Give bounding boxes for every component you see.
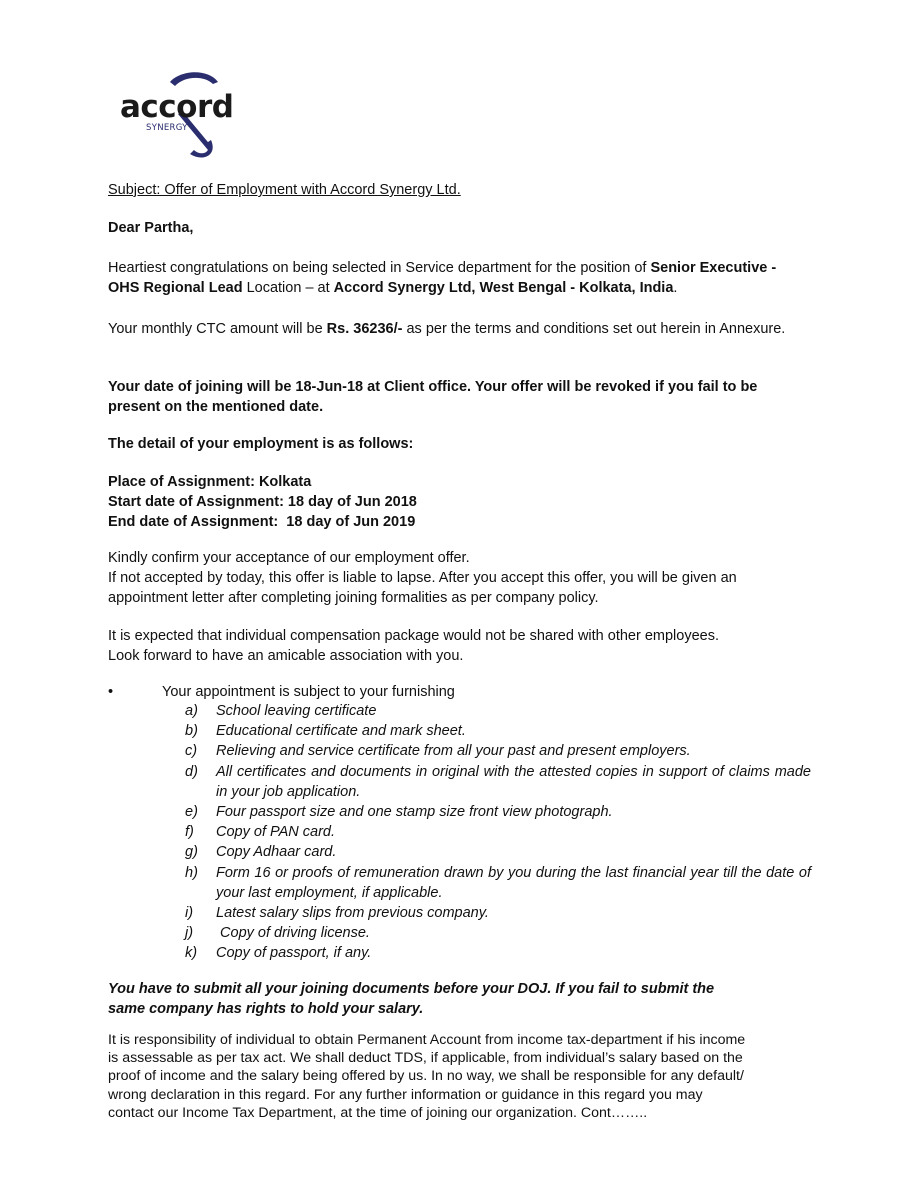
- bullet-text: Your appointment is subject to your furnishing: [162, 684, 455, 700]
- list-marker: a): [185, 703, 198, 719]
- bullet-icon: •: [108, 684, 114, 700]
- list-item: [185, 762, 816, 802]
- submission-notice: You have to submit all your joining documents before your DOJ. If you fail to submit the same company has rights to hold your salary.: [108, 981, 715, 1017]
- list-item: [185, 741, 811, 761]
- list-marker: e): [185, 804, 198, 821]
- list-item: [185, 903, 811, 923]
- acceptance-line-1: Kindly confirm your acceptance of our employment offer.: [108, 550, 470, 566]
- svg-text:accord: accord: [120, 89, 234, 125]
- list-item: [185, 842, 811, 862]
- list-item-text: School leaving certificate: [216, 703, 377, 719]
- list-marker: d): [185, 763, 198, 780]
- assignment-start: Start date of Assignment: 18 day of Jun 2018: [108, 494, 417, 510]
- tax-responsibility-paragraph: It is responsibility of individual to obtain Permanent Account from income tax-department if his income is assessable as per tax act. We shall deduct TDS, if applicable, from individual’s salary based on the proof of income and the salary being offered by us. In no way, we shall be responsible for any default/ wrong declaration in this regard. For any further information or guidance in this regard you may contact our Income Tax Department, at the time of joining our organization. Cont……..: [108, 1032, 746, 1121]
- list-item-text: Copy of driving license.: [216, 925, 370, 942]
- joining-date-notice: Your date of joining will be 18-Jun-18 at Client office. Your offer will be revoked if you fail to be present on the mentioned date.: [108, 379, 758, 415]
- list-item: [185, 701, 811, 721]
- list-item-text: Form 16 or proofs of remuneration drawn by you during the last financial year till the date of your last employment, if applicable.: [216, 864, 816, 901]
- list-item-text: Four passport size and one stamp size front view photograph.: [216, 804, 613, 821]
- confidentiality-line: It is expected that individual compensation package would not be shared with other employees.: [108, 628, 719, 644]
- ctc-amount: Rs. 36236/-: [326, 321, 403, 337]
- list-item: [185, 863, 816, 903]
- congratulations-paragraph: Heartiest congratulations on being selected in Service department for the position of Senior Executive - OHS Regional Lead Location – at Accord Synergy Ltd, West Bengal - Kolkata, India.: [108, 260, 777, 296]
- assignment-end: End date of Assignment: 18 day of Jun 2019: [108, 514, 416, 530]
- list-marker: h): [185, 864, 198, 881]
- list-item: [185, 822, 811, 842]
- list-marker: i): [185, 905, 194, 922]
- list-marker: b): [185, 723, 198, 740]
- association-line: Look forward to have an amicable association with you.: [108, 648, 464, 664]
- svg-text:SYNERGY: SYNERGY: [146, 123, 188, 133]
- list-item-text: Educational certificate and mark sheet.: [216, 723, 466, 740]
- list-item-text: All certificates and documents in original with the attested copies in support of claims made in your job application.: [216, 763, 816, 800]
- employment-detail-heading: The detail of your employment is as follows:: [108, 436, 414, 452]
- confidentiality-paragraph: [108, 626, 808, 666]
- required-documents-list: [185, 701, 816, 964]
- list-item-text: Copy Adhaar card.: [216, 844, 337, 861]
- list-item: [185, 721, 811, 741]
- ctc-paragraph: Your monthly CTC amount will be Rs. 36236/- as per the terms and conditions set out herein in Annexure.: [108, 321, 786, 337]
- list-marker: c): [185, 743, 198, 760]
- assignment-details: [108, 472, 417, 532]
- acceptance-line-2: If not accepted by today, this offer is liable to lapse. After you accept this offer, you will be given an appointment letter after completing joining formalities as per company policy.: [108, 570, 737, 606]
- list-item-text: Copy of PAN card.: [216, 824, 336, 841]
- list-item: [185, 802, 811, 822]
- accord-synergy-logo: [118, 70, 268, 162]
- list-marker: g): [185, 844, 198, 861]
- job-location: Accord Synergy Ltd, West Bengal - Kolkata, India: [333, 280, 674, 296]
- salutation: Dear Partha,: [108, 220, 194, 236]
- list-marker: k): [185, 945, 198, 962]
- position-title: Senior Executive - OHS Regional Lead: [108, 260, 777, 296]
- list-item-text: Relieving and service certificate from all your past and present employers.: [216, 743, 691, 760]
- subject-line: Subject: Offer of Employment with Accord Synergy Ltd.: [108, 182, 461, 198]
- list-marker: j): [185, 925, 194, 942]
- list-item: [185, 923, 811, 943]
- list-item-text: Copy of passport, if any.: [216, 945, 372, 962]
- assignment-place: Place of Assignment: Kolkata: [108, 474, 312, 490]
- list-item: [185, 943, 811, 963]
- list-marker: f): [185, 824, 194, 841]
- acceptance-paragraph: [108, 548, 808, 608]
- list-item-text: Latest salary slips from previous company.: [216, 905, 489, 922]
